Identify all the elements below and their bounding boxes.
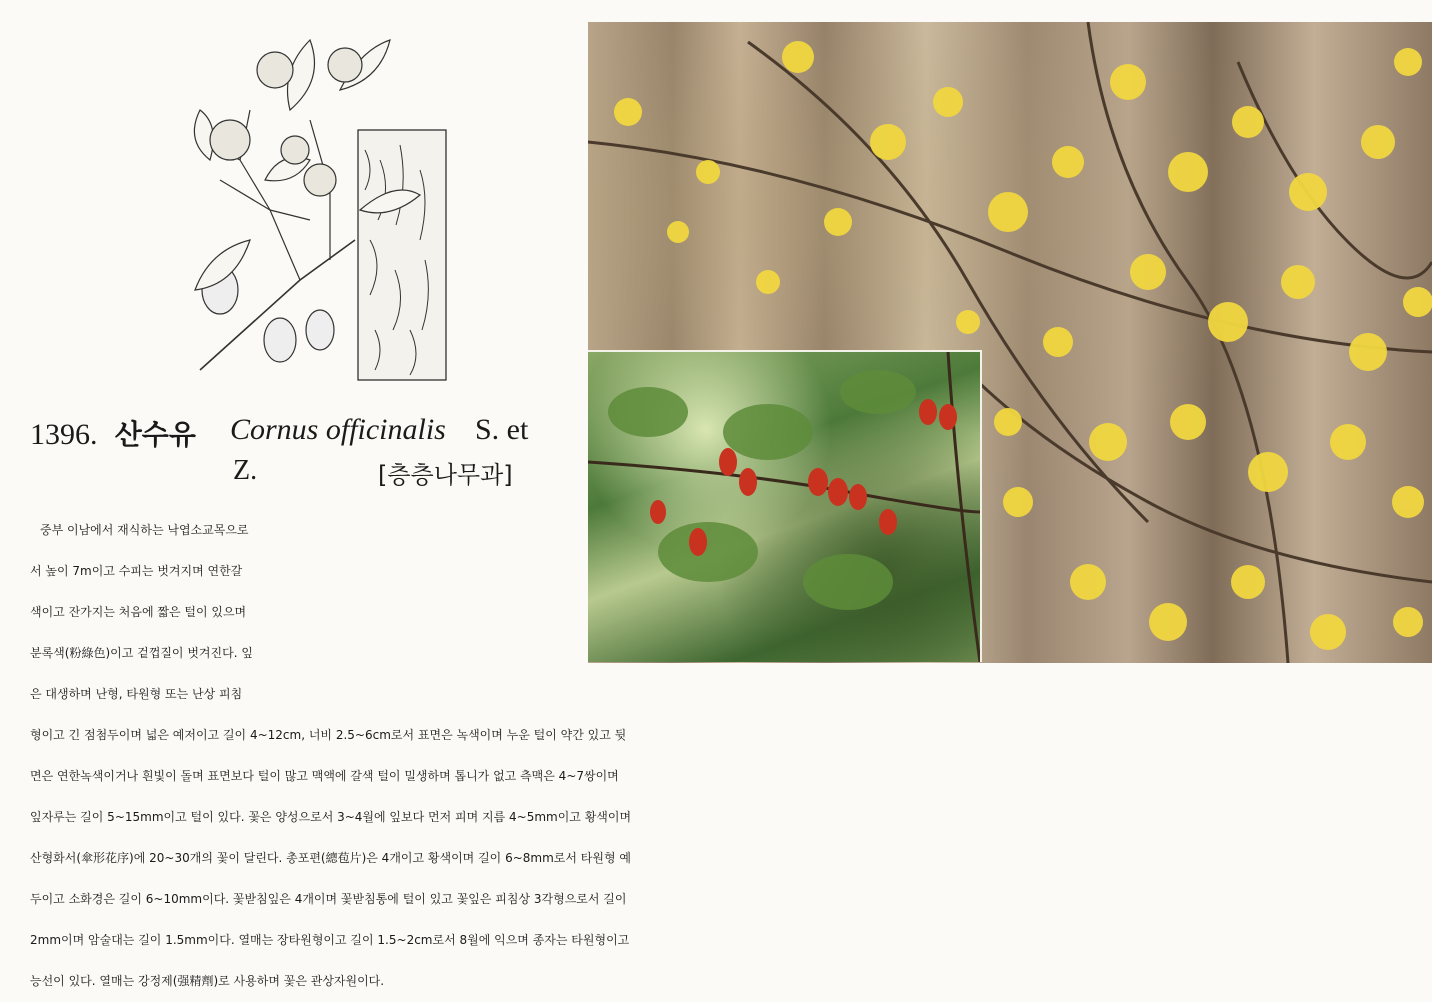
entry-title <box>30 413 529 453</box>
korean-name: 산수유 <box>114 418 196 451</box>
description-line: 분록색(粉綠色)이고 겉껍질이 벗겨진다. 잎 <box>30 646 253 660</box>
description-line: 형이고 긴 점첨두이며 넓은 예저이고 길이 4~12cm, 너비 2.5~6cm로서 표면은 녹색이며 누운 털이 약간 있고 뒷 <box>30 728 627 742</box>
description-line: 서 높이 7m이고 수피는 벗겨지며 연한갈 <box>30 564 243 578</box>
cornus-drawing-icon <box>180 10 460 390</box>
botanical-illustration <box>180 10 460 390</box>
description-line: 은 대생하며 난형, 타원형 또는 난상 피침 <box>30 687 243 701</box>
description-line: 중부 이남에서 재식하는 낙엽소교목으로 <box>40 523 249 537</box>
description-line: 산형화서(傘形花序)에 20~30개의 꽃이 달린다. 총포편(總苞片)은 4개이고 황색이며 길이 6~8mm로서 타원형 예 <box>30 851 631 865</box>
species-description <box>30 510 1420 1002</box>
author-citation-part1: S. et <box>475 413 529 446</box>
description-line: 잎자루는 길이 5~15mm이고 털이 있다. 꽃은 양성으로서 3~4월에 잎보다 먼저 피며 지름 4~5mm이고 황색이며 <box>30 810 632 824</box>
description-line: 색이고 잔가지는 처음에 짧은 털이 있으며 <box>30 605 247 619</box>
scientific-name: Cornus officinalis <box>230 413 446 446</box>
family-name: [층층나무과] <box>378 461 513 489</box>
description-line: 두이고 소화경은 길이 6~10mm이다. 꽃받침잎은 4개이며 꽃받침통에 털이 있고 꽃잎은 피침상 3각형으로서 길이 <box>30 892 627 906</box>
author-citation-part2: Z. <box>233 455 258 486</box>
description-line: 능선이 있다. 열매는 강정제(强精劑)로 사용하며 꽃은 관상자원이다. <box>30 974 385 988</box>
entry-number: 1396. <box>30 418 98 451</box>
description-line: 2mm이며 암술대는 길이 1.5mm이다. 열매는 장타원형이고 길이 1.5~2cm로서 8월에 익으며 종자는 타원형이고 <box>30 933 630 947</box>
description-line: 면은 연한녹색이거나 흰빛이 돌며 표면보다 털이 많고 맥액에 갈색 털이 밀생하며 톱니가 없고 측맥은 4~7쌍이며 <box>30 769 619 783</box>
